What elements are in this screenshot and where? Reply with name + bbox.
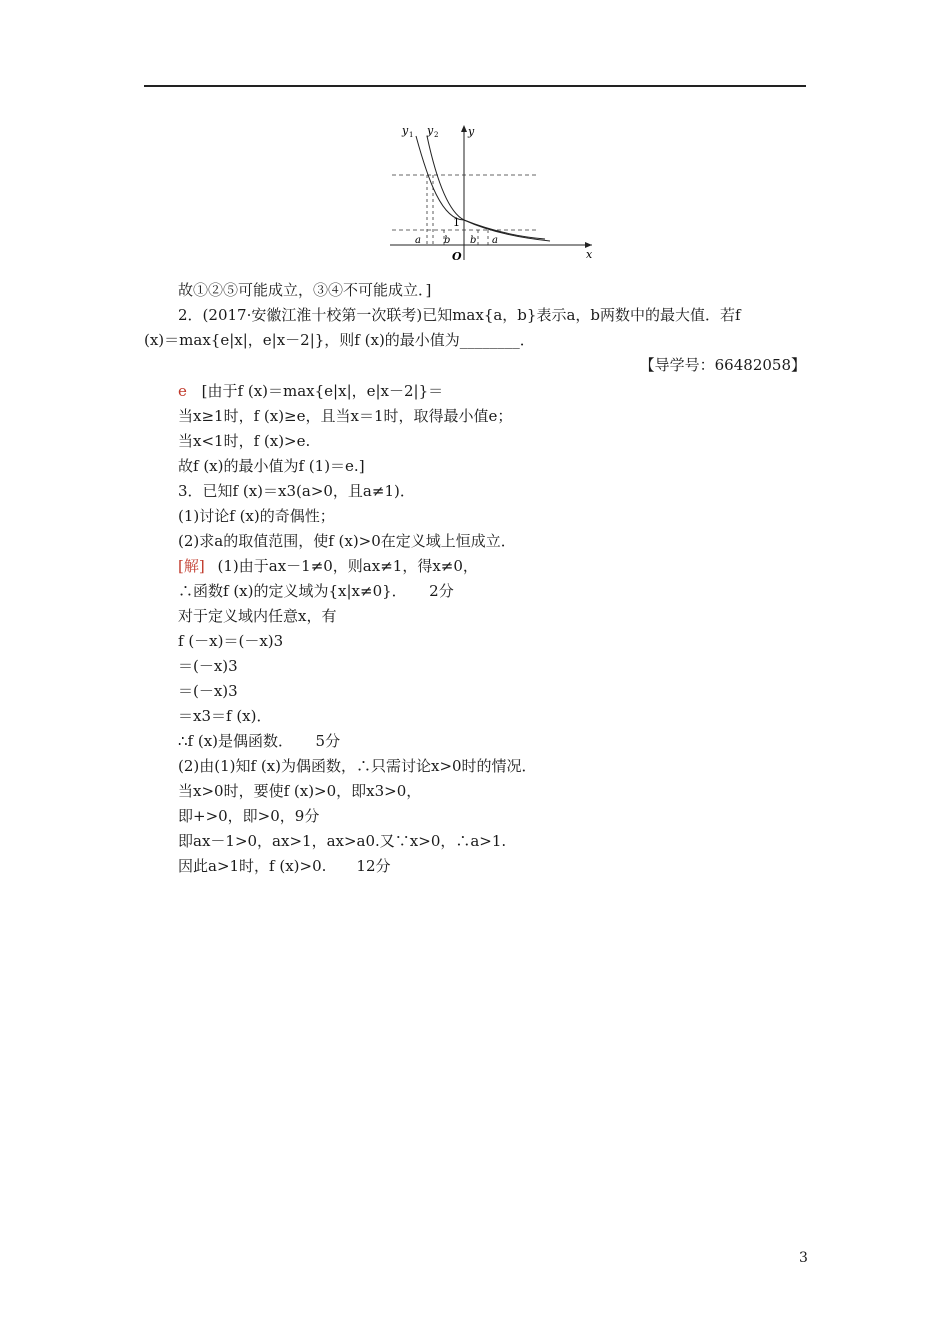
b-right-label: b bbox=[470, 235, 477, 246]
solution-line10: 当x>0时，要使f (x)>0，即x3>0， bbox=[178, 782, 422, 800]
problem2-line2: (x)＝max{e|x|，e|x－2|}，则f (x)的最小值为________． bbox=[144, 331, 535, 349]
solution-line9: (2)由(1)知f (x)为偶函数，∴只需讨论x>0时的情况． bbox=[178, 757, 537, 775]
answer-value: e bbox=[178, 382, 187, 400]
page-number: 3 bbox=[799, 1250, 808, 1266]
solution-line2: ∴函数f (x)的定义域为{x|x≠0}． 2分 bbox=[178, 582, 454, 600]
answer-line4: 故f (x)的最小值为f (1)＝e.] bbox=[178, 457, 365, 475]
guide-number: 【导学号：66482058】 bbox=[639, 356, 806, 374]
solution-line3: 对于定义域内任意x，有 bbox=[178, 607, 337, 625]
origin-label: O bbox=[452, 250, 462, 263]
b-left-label: b bbox=[444, 235, 451, 246]
solution-line12: 即ax－1>0，ax>1，ax>a0.又∵x>0，∴a>1. bbox=[178, 832, 507, 850]
solution-line5: ＝(－x)3 bbox=[178, 657, 238, 675]
problem3-part1: (1)讨论f (x)的奇偶性； bbox=[178, 507, 335, 525]
conclusion-line: 故①②⑤可能成立，③④不可能成立．] bbox=[178, 281, 432, 299]
one-label: 1 bbox=[453, 216, 460, 229]
answer-line2: 当x≥1时，f (x)≥e，且当x＝1时，取得最小值e； bbox=[178, 407, 513, 425]
y-axis-label: y bbox=[468, 125, 475, 138]
y2-subscript: 2 bbox=[434, 131, 439, 139]
solution-line7: ＝x3＝f (x)． bbox=[178, 707, 272, 725]
exponential-graph-figure bbox=[380, 120, 600, 265]
problem2-line1: 2．(2017·安徽江淮十校第一次联考)已知max{a，b}表示a，b两数中的最大值．若f bbox=[178, 306, 741, 324]
y2-label: y bbox=[427, 124, 434, 137]
problem3-part2: (2)求a的取值范围，使f (x)>0在定义域上恒成立． bbox=[178, 532, 516, 550]
solution-line8: ∴f (x)是偶函数． 5分 bbox=[178, 732, 341, 750]
answer-line3: 当x<1时，f (x)>e. bbox=[178, 432, 311, 450]
solution-line4: f (－x)＝(－x)3 bbox=[178, 632, 284, 650]
answer-reason: [由于f (x)＝max{e|x|，e|x－2|}＝ bbox=[201, 382, 444, 400]
solution-line1 bbox=[178, 555, 478, 577]
solution-tag: [解] bbox=[178, 557, 205, 575]
solution-text: (1)由于ax－1≠0，则ax≠1，得x≠0， bbox=[217, 557, 478, 575]
y1-subscript: 1 bbox=[409, 131, 414, 139]
a-left-label: a bbox=[415, 235, 421, 246]
solution-line6: ＝(－x)3 bbox=[178, 682, 238, 700]
header-rule bbox=[144, 85, 806, 87]
a-right-label: a bbox=[492, 235, 498, 246]
y1-label: y bbox=[402, 124, 409, 137]
solution-line11: 即+>0，即>0，9分 bbox=[178, 807, 320, 825]
solution-line13: 因此a>1时，f (x)>0. 12分 bbox=[178, 857, 391, 875]
x-axis-label: x bbox=[586, 248, 593, 261]
problem3-stem: 3．已知f (x)＝x3(a>0，且a≠1)． bbox=[178, 482, 415, 500]
answer-line1 bbox=[178, 380, 443, 402]
